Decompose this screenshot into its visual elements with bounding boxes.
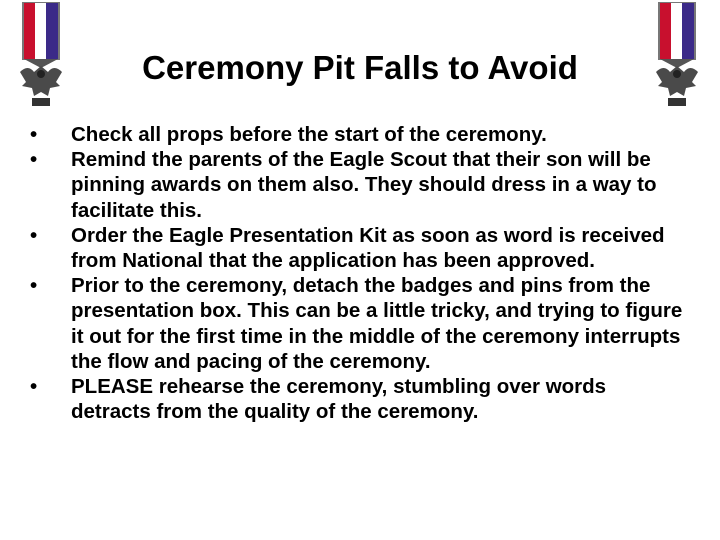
bullet-icon: • [30, 375, 38, 399]
list-item [30, 273, 690, 374]
bullet-icon: • [30, 223, 38, 247]
list-item [30, 147, 690, 223]
bullet-text: PLEASE rehearse the ceremony, stumbling over words detracts from the quality of the ceremony. [71, 375, 607, 424]
bullet-text: Prior to the ceremony, detach the badges and pins from the presentation box. This can be a little tricky, and trying to figure it out for the first time in the middle of the ceremony interrupts the flow and pacing of the ceremony. [71, 274, 683, 373]
bullet-icon: • [30, 148, 38, 172]
bullet-text: Check all props before the start of the ceremony. [71, 123, 547, 146]
list-item [30, 122, 690, 147]
bullet-list [30, 122, 690, 424]
bullet-text: Remind the parents of the Eagle Scout that their son will be pinning awards on them also. They should dress in a way to facilitate this. [71, 148, 657, 222]
list-item [30, 223, 690, 273]
slide-title: Ceremony Pit Falls to Avoid [142, 49, 578, 86]
list-item [30, 374, 690, 424]
bullet-text: Order the Eagle Presentation Kit as soon as word is received from National that the application has been approved. [71, 223, 665, 273]
bullet-icon: • [30, 123, 38, 146]
bullet-icon: • [30, 274, 38, 298]
